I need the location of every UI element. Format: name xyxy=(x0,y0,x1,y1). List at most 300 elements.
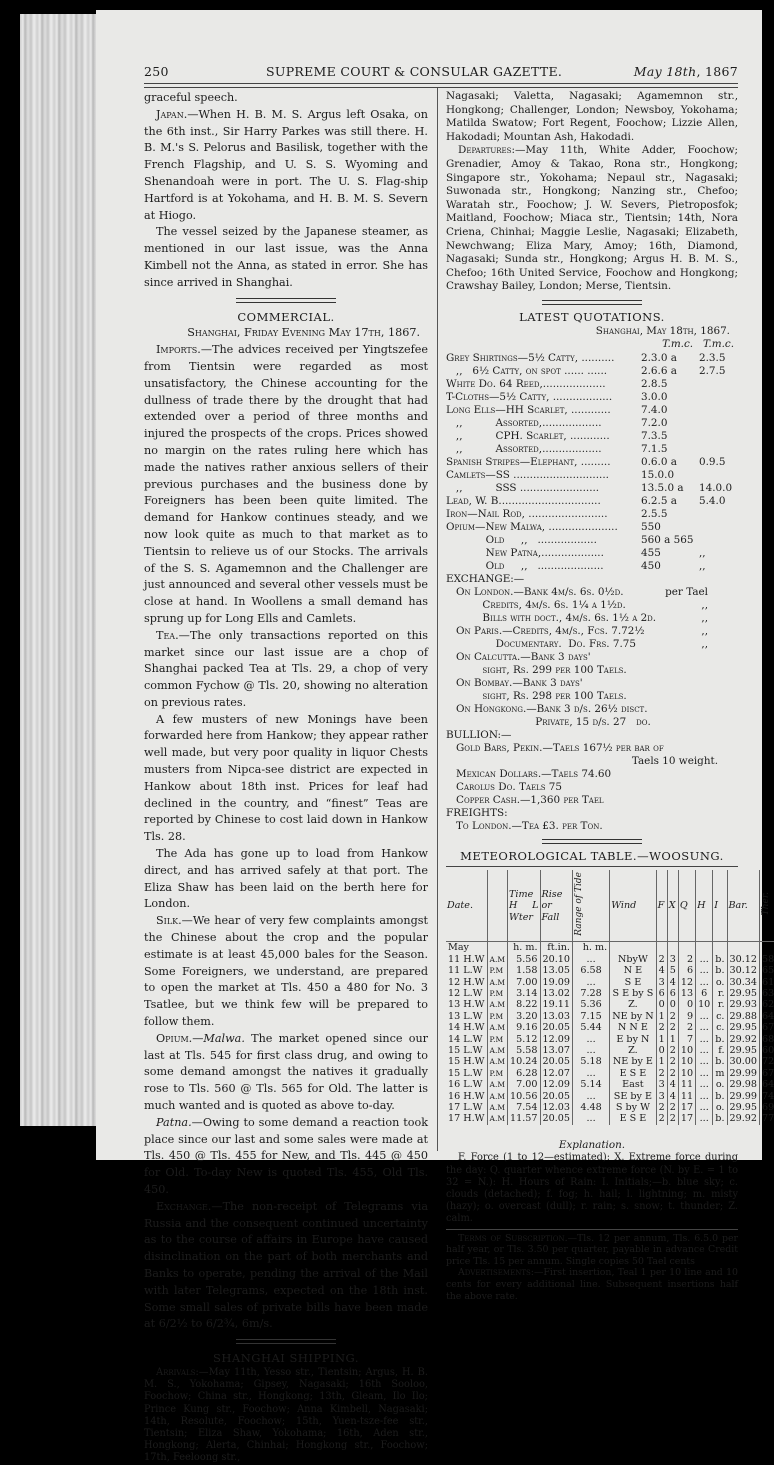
quotation-price: 455 xyxy=(641,546,661,559)
quotation-item: ,, SSS ........................ xyxy=(446,481,600,494)
met-cell-rise: 12.09 xyxy=(540,1034,572,1045)
met-cell-i: c. xyxy=(713,1011,727,1022)
met-cell-q: 9 xyxy=(678,1011,695,1022)
col-ther: Ther. xyxy=(759,870,774,942)
met-cell-date: 13 L.W xyxy=(446,1011,487,1022)
met-cell-h: ... xyxy=(696,1056,713,1067)
met-cell-x: 2 xyxy=(667,1022,678,1033)
met-cell-wind: N N E xyxy=(610,1022,656,1033)
met-cell-wind: SE by E xyxy=(610,1091,656,1102)
met-cell-h: ... xyxy=(696,977,713,988)
met-cell-i: c. xyxy=(713,1022,727,1033)
met-cell-h: 10 xyxy=(696,999,713,1010)
units-row: May h. m. ft.in. h. m. xyxy=(446,942,774,954)
quotation-item: New Patna,................... xyxy=(446,546,604,559)
met-cell-range: 5.14 xyxy=(572,1079,609,1090)
quotation-item: ,, Assorted,.................. xyxy=(446,442,602,455)
met-top-rule xyxy=(446,866,738,867)
met-cell-ther: 65 xyxy=(761,965,774,977)
exchange-line: sight, Rs. 299 per 100 Taels. xyxy=(456,663,627,676)
bullion-line: Carolus Do. Taels 75 xyxy=(456,780,563,793)
meteorological-table xyxy=(446,870,774,1125)
exchange-line: On London.—Bank 4m/s. 6s. 0½d. per Tael xyxy=(456,585,708,598)
met-cell-i: b. xyxy=(713,1056,727,1067)
met-cell-date: 12 L.W xyxy=(446,988,487,999)
met-cell-f: 2 xyxy=(656,954,667,965)
met-cell-time: 5.56 xyxy=(508,954,540,965)
quotation-item: White Do. 64 Reed,................... xyxy=(446,377,606,390)
quotation-price xyxy=(699,508,738,521)
quotation-price xyxy=(699,391,738,404)
explanation-text: F. Force (1 to 12—estimated): X. Extreme force during the day: Q. quarter whence extreme force (N. by E. = 1 to 32 = N.): H. Hours of Rain: I. Initials;—b. blue sky; c. clouds (detached); f. fog; h. hail; l. lightning; m. misty (hazy); o. overcast (dull); r. rain; s. snow; t. thunder; Z. calm. xyxy=(446,1152,738,1225)
quotation-price: 2.3.0 a xyxy=(641,351,677,364)
quotations-dateline: Shanghai, May 18th, 1867. xyxy=(595,324,730,337)
met-cell-h: ... xyxy=(696,965,713,976)
met-cell-f: 1 xyxy=(656,1034,667,1045)
commercial-dateline: Shanghai, Friday Evening May 17th, 1867. xyxy=(187,326,420,340)
met-cell-bar: 29.92 xyxy=(727,1113,759,1124)
met-cell-h: ... xyxy=(696,954,713,965)
met-cell-wind: NE by E xyxy=(610,1056,656,1067)
quotation-price: 560 a 565 xyxy=(641,533,694,546)
met-cell-wind: Z. xyxy=(610,1045,656,1056)
gazette-page xyxy=(96,10,774,1464)
met-cell-i: b. xyxy=(713,1113,727,1124)
quotation-item: Old ,, .................... xyxy=(446,559,604,572)
met-cell-x: 4 xyxy=(667,1079,678,1090)
met-cell-q: 6 xyxy=(678,965,695,976)
intro-fragment: graceful speech. xyxy=(144,91,238,104)
met-cell-q: 10 xyxy=(678,1068,695,1079)
met-cell-x: 1 xyxy=(667,1034,678,1045)
issue-date: May 18th, 1867 xyxy=(633,64,738,79)
met-row xyxy=(446,1022,774,1033)
met-cell-range: 6.58 xyxy=(572,965,609,976)
met-cell-rise: 19.09 xyxy=(540,977,572,988)
quotation-units: T.m.c. T.m.c. xyxy=(662,338,734,351)
tea-paragraph: Tea.—The only transactions reported on this market since our last issue are a chop of Shanghai packed Tea at Tls. 29, a chop of very common Fychow @ Tls. 20, showing no alteration on previous rates. xyxy=(144,628,428,709)
met-cell-rise: 20.10 xyxy=(540,954,572,965)
met-cell-f: 2 xyxy=(656,1022,667,1033)
met-row xyxy=(446,999,774,1010)
met-cell-i: b. xyxy=(713,1034,727,1045)
quotation-row xyxy=(446,495,738,508)
met-cell-x: 5 xyxy=(667,965,678,976)
met-cell-wind: S by W xyxy=(610,1102,656,1113)
met-cell-ther: 60 xyxy=(761,1045,774,1057)
met-cell-h: ... xyxy=(696,1034,713,1045)
met-cell-wind: Z. xyxy=(610,999,656,1010)
met-cell-ampm: A.M xyxy=(487,1079,507,1090)
col-bar: Bar. xyxy=(727,870,759,942)
met-cell-rise: 19.11 xyxy=(540,999,572,1010)
quotation-row xyxy=(446,508,738,521)
met-cell-range: ... xyxy=(572,1045,609,1056)
quotation-price: 2.8.5 xyxy=(641,377,668,390)
met-cell-ampm: A.M xyxy=(487,1091,507,1102)
met-cell-wind: East xyxy=(610,1079,656,1090)
met-cell-q: 0 xyxy=(678,999,695,1010)
exchange-line: Bills with doct., 4m/s. 6s. 1½ a 2d. ,, xyxy=(456,611,708,624)
met-cell-date: 12 H.W xyxy=(446,977,487,988)
quotation-row xyxy=(446,352,738,365)
met-row xyxy=(446,1091,774,1102)
met-cell-ampm: P.M xyxy=(487,965,507,976)
met-cell-f: 3 xyxy=(656,1091,667,1102)
met-cell-f: 1 xyxy=(656,1011,667,1022)
bullion-line: Gold Bars, Pekin.—Taels 167½ per bar of xyxy=(456,741,664,754)
met-cell-x: 2 xyxy=(667,1102,678,1113)
met-cell-i: f. xyxy=(713,1045,727,1056)
met-cell-wind: N E xyxy=(610,965,656,976)
met-cell-wind: NE by N xyxy=(610,1011,656,1022)
col-ampm xyxy=(487,870,507,942)
quotation-price: 7.4.0 xyxy=(641,403,668,416)
met-cell-q: 11 xyxy=(678,1079,695,1090)
met-cell-date: 17 L.W xyxy=(446,1102,487,1113)
quotation-price: 15.0.0 xyxy=(641,468,675,481)
met-cell-bar: 30.12 xyxy=(727,965,759,976)
quotation-item: Iron—Nail Rod, ........................ xyxy=(446,507,608,520)
exchange-line: Private, 15 d/s. 27 do. xyxy=(456,715,651,728)
met-cell-q: 13 xyxy=(678,988,695,999)
quotation-price: 14.0.0 xyxy=(699,481,733,494)
met-cell-q: 17 xyxy=(678,1113,695,1124)
quotation-price: 7.2.0 xyxy=(641,416,668,429)
quotation-price: 0.6.0 a xyxy=(641,455,677,468)
arrivals-continued: Nagasaki; Valetta, Nagasaki; Agamemnon str., Hongkong; Challenger, London; Newsboy, Yokohama; Matilda Swatow; Fort Regent, Foochow; Lizzie Allen, Hakodadi; Mountan Ash, Hakodadi. xyxy=(446,90,738,143)
col-f: F xyxy=(656,870,667,942)
quotation-row xyxy=(446,482,738,495)
met-cell-range: ... xyxy=(572,1113,609,1124)
quotation-item: Lead, W. B............................... xyxy=(446,494,601,507)
met-cell-i: o. xyxy=(713,1102,727,1113)
met-cell-f: 2 xyxy=(656,1068,667,1079)
met-cell-rise: 12.03 xyxy=(540,1102,572,1113)
col-i: I xyxy=(713,870,727,942)
met-cell-h: ... xyxy=(696,1102,713,1113)
exchange-line: On Bombay.—Bank 3 days' xyxy=(456,676,583,689)
imports-paragraph: Imports.—The advices received per Yingtszefee from Tientsin were regarded as most unsatisfactory, the Chinese accounting for the dullness of trade there by the drought that had extended over a period of three months and injured the prospects of the crops. Prices showed no margin on the rates ruling here which has made the natives rather anxious sellers of their previous purchases and the business done by Foreigners has been been quite limited. The demand for Hankow continues steady, and we now look quite as much to that market as to Tientsin to relieve us of our Stocks. The arrivals of the S. S. Agamemnon and the Challenger are just announced and several other vessels must be close at hand. In Woollens a small demand has sprung up for Long Ells and Camlets. xyxy=(144,343,428,625)
left-column xyxy=(144,90,428,1465)
quotation-row xyxy=(446,365,738,378)
met-row xyxy=(446,1102,774,1113)
quotation-row xyxy=(446,547,738,560)
met-cell-h: ... xyxy=(696,1022,713,1033)
exchange-line: Documentary. Do. Frs. 7.75 ,, xyxy=(456,637,708,650)
section-rule xyxy=(542,300,642,305)
japan-paragraph: Japan.—When H. B. M. S. Argus left Osaka, on the 6th inst., Sir Harry Parkes was still there. H. B. M.'s S. Pelorus and Basilisk, together with the French Flagship, and U. S. S. Wyoming and Shenandoah were in port. The U. S. Flag-ship Hartford is at Yokohama, and H. B. M. S. Severn at Hiogo. xyxy=(144,107,428,222)
met-cell-ampm: A.M xyxy=(487,1022,507,1033)
met-cell-rise: 13.07 xyxy=(540,1045,572,1056)
running-header xyxy=(144,64,738,82)
met-row xyxy=(446,1045,774,1056)
met-cell-ther: 72 xyxy=(761,1056,774,1068)
met-cell-range: 7.15 xyxy=(572,1011,609,1022)
met-cell-h: ... xyxy=(696,1045,713,1056)
quotation-price: ,, xyxy=(699,546,706,559)
met-cell-ampm: A.M xyxy=(487,977,507,988)
met-cell-range: ... xyxy=(572,977,609,988)
quotation-price xyxy=(699,469,738,482)
met-cell-h: ... xyxy=(696,1091,713,1102)
met-cell-range: 5.44 xyxy=(572,1022,609,1033)
bullion-line: Mexican Dollars.—Taels 74.60 xyxy=(456,767,612,780)
met-row xyxy=(446,1056,774,1067)
met-cell-bar: 29.92 xyxy=(727,1034,759,1045)
met-cell-h: 6 xyxy=(696,988,713,999)
met-cell-x: 2 xyxy=(667,1045,678,1056)
quotation-row xyxy=(446,378,738,391)
met-table-heading: METEOROLOGICAL TABLE.—WOOSUNG. xyxy=(460,848,724,863)
met-cell-ther: 62 xyxy=(761,999,774,1011)
met-cell-bar: 29.98 xyxy=(727,1079,759,1090)
met-cell-time: 10.24 xyxy=(508,1056,540,1067)
met-cell-q: 7 xyxy=(678,1034,695,1045)
met-cell-ther: 61 xyxy=(761,976,774,988)
bullion-line: Copper Cash.—1,360 per Tael xyxy=(456,793,604,806)
met-row xyxy=(446,1011,774,1022)
met-cell-x: 3 xyxy=(667,954,678,965)
quotation-item: ,, Assorted,.................. xyxy=(446,416,602,429)
met-cell-wind: E S E xyxy=(610,1113,656,1124)
col-x: X xyxy=(667,870,678,942)
vessel-paragraph: The vessel seized by the Japanese steamer, as mentioned in our last issue, was the Anna Kimbell not the Anna, as stated in error. She has since arrived in Shanghai. xyxy=(144,225,428,289)
met-cell-date: 11 L.W xyxy=(446,965,487,976)
tea-paragraph-2: A few musters of new Monings have been forwarded here from Hankow; they appear rather well made, but very poor quality in liquor Chests musters from Nipca-see district are expected in Hankow about 18th inst. Prices for leaf had declined in the country, and “finest” Teas are reported by Chinese to cost laid down in Hankow Tls. 28. xyxy=(144,712,428,844)
met-row xyxy=(446,1113,774,1124)
met-cell-bar: 29.93 xyxy=(727,999,759,1010)
quotation-row xyxy=(446,391,738,404)
met-cell-time: 9.16 xyxy=(508,1022,540,1033)
met-cell-q: 2 xyxy=(678,954,695,965)
quotation-row xyxy=(446,534,738,547)
met-cell-bar: 29.95 xyxy=(727,1022,759,1033)
met-cell-time: 7.00 xyxy=(508,1079,540,1090)
met-cell-date: 15 L.W xyxy=(446,1068,487,1079)
met-cell-range: ... xyxy=(572,1034,609,1045)
right-column xyxy=(446,90,774,1302)
met-cell-x: 4 xyxy=(667,977,678,988)
quotation-row xyxy=(446,430,738,443)
met-cell-range: 5.18 xyxy=(572,1056,609,1067)
met-cell-time: 3.20 xyxy=(508,1011,540,1022)
met-cell-x: 2 xyxy=(667,1068,678,1079)
met-cell-x: 0 xyxy=(667,999,678,1010)
quotation-item: ,, CPH. Scarlet, ............ xyxy=(446,429,610,442)
met-cell-time: 1.58 xyxy=(508,965,540,976)
page-number: 250 xyxy=(144,64,169,79)
met-cell-h: ... xyxy=(696,1079,713,1090)
silk-paragraph: Silk.—We hear of very few complaints amongst the Chinese about the crop and the popular estimate is at least 45,000 bales for the Season. Some Foreigners, we understand, are prepared to open the market at Tls. 450 a 480 for No. 3 Tsatlee, but we think few will be prepared to follow them. xyxy=(144,914,428,1029)
quotation-price: 7.3.5 xyxy=(641,429,668,442)
met-cell-bar: 30.12 xyxy=(727,954,759,965)
quotation-price: 7.1.5 xyxy=(641,442,668,455)
page-stack-edge xyxy=(20,14,96,1126)
met-cell-rise: 20.05 xyxy=(540,1113,572,1124)
met-cell-i: r. xyxy=(713,988,727,999)
met-cell-ther: 67 xyxy=(761,1067,774,1079)
met-cell-ther: 58 xyxy=(761,953,774,965)
met-cell-ampm: A.M xyxy=(487,1056,507,1067)
met-cell-x: 2 xyxy=(667,1056,678,1067)
met-cell-bar: 29.99 xyxy=(727,1068,759,1079)
col-q: Q xyxy=(678,870,695,942)
patna-paragraph: Patna.—Owing to some demand a reaction took place since our last and some sales were made at Tls. 450 @ Tls. 455 for New, and Tls. 445 @ 450 for Old. To-day New is quoted Tls. 455, Old Tls. 450. xyxy=(144,1115,428,1196)
met-cell-ampm: P.M xyxy=(487,1011,507,1022)
met-cell-time: 7.54 xyxy=(508,1102,540,1113)
met-cell-x: 4 xyxy=(667,1091,678,1102)
freights-heading: FREIGHTS: xyxy=(446,806,508,819)
quotation-item: Camlets—SS ............................. xyxy=(446,468,609,481)
exchange-block xyxy=(446,573,738,833)
quotation-price xyxy=(699,417,738,430)
met-cell-i: b. xyxy=(713,954,727,965)
col-rise: Rise or Fall xyxy=(540,870,572,942)
met-cell-wind: S E xyxy=(610,977,656,988)
met-cell-time: 10.56 xyxy=(508,1091,540,1102)
quotation-item: Old ,, .................. xyxy=(446,533,597,546)
met-cell-ther: 68 xyxy=(761,1033,774,1045)
met-cell-ampm: A.M xyxy=(487,1045,507,1056)
col-range: Range of Tide xyxy=(572,870,609,942)
quotation-price: 5.4.0 xyxy=(699,494,726,507)
met-cell-rise: 13.02 xyxy=(540,988,572,999)
met-cell-range: ... xyxy=(572,954,609,965)
met-cell-rise: 13.05 xyxy=(540,965,572,976)
quotations-table xyxy=(446,352,738,573)
exchange-line: sight, Rs. 298 per 100 Taels. xyxy=(456,689,627,702)
arrivals-paragraph: Arrivals:—May 11th, Yesso str., Tientsin; Argus, H. B. M. S., Yokohama; Gipsey, Nagasaki; 16th Sooloo, Foochow; China str., Hongkong; 13th, Gleam, Ilo Ilo; Prince Kung str., Foochow; Anna Kimbell, Nagasaki; 14th, Resolute, Foochow; 15th, Yuen-tsze-fee str., Tientsin; Eliza Shaw, Yokohama; 16th, Aden str., Hongkong; Alerta, Chinhai; Hongkong str., Foochow; 17th, Feeloong str., xyxy=(144,1366,428,1464)
met-cell-x: 6 xyxy=(667,988,678,999)
met-row xyxy=(446,965,774,976)
explanation-heading: Explanation. xyxy=(558,1138,626,1151)
quotation-price xyxy=(699,404,738,417)
quotation-price: 2.3.5 xyxy=(699,351,726,364)
column-divider xyxy=(437,88,438,1151)
met-cell-range: ... xyxy=(572,1068,609,1079)
met-cell-f: 2 xyxy=(656,1102,667,1113)
met-cell-wind: NbyW xyxy=(610,954,656,965)
met-cell-f: 3 xyxy=(656,1079,667,1090)
section-rule xyxy=(236,298,336,303)
met-cell-ther: 63 xyxy=(761,988,774,999)
met-cell-bar: 29.88 xyxy=(727,1011,759,1022)
quotation-item: Opium—New Malwa, ..................... xyxy=(446,520,618,533)
met-cell-f: 6 xyxy=(656,988,667,999)
met-cell-ampm: A.M xyxy=(487,999,507,1010)
met-cell-range: 4.48 xyxy=(572,1102,609,1113)
met-cell-ther: 64 xyxy=(761,1079,774,1091)
met-cell-x: 2 xyxy=(667,1113,678,1124)
met-cell-ampm: P.M xyxy=(487,1068,507,1079)
met-cell-q: 12 xyxy=(678,977,695,988)
met-cell-ther: 74 xyxy=(761,1090,774,1102)
exchange-line: Credits, 4m/s. 6s. 1¼ a 1½d. ,, xyxy=(456,598,708,611)
section-rule xyxy=(542,839,642,844)
met-cell-q: 2 xyxy=(678,1022,695,1033)
quotation-row xyxy=(446,404,738,417)
met-cell-q: 10 xyxy=(678,1056,695,1067)
met-cell-date: 15 L.W xyxy=(446,1045,487,1056)
quotation-price: 3.0.0 xyxy=(641,390,668,403)
met-row xyxy=(446,1068,774,1079)
quotation-price xyxy=(699,430,738,443)
quotation-item: Spanish Stripes—Elephant, ......... xyxy=(446,455,611,468)
section-rule xyxy=(236,1339,336,1344)
quotation-row xyxy=(446,456,738,469)
met-cell-time: 6.28 xyxy=(508,1068,540,1079)
met-cell-wind: S E by S xyxy=(610,988,656,999)
header-rule xyxy=(144,83,738,88)
quotation-row xyxy=(446,443,738,456)
met-cell-ther: 69 xyxy=(761,1102,774,1114)
met-cell-h: ... xyxy=(696,1011,713,1022)
footer-rule xyxy=(446,1229,738,1230)
quotation-item: Grey Shirtings—5½ Catty, .......... xyxy=(446,351,615,364)
met-cell-date: 14 L.W xyxy=(446,1034,487,1045)
met-cell-rise: 20.05 xyxy=(540,1091,572,1102)
quotation-item: T-Cloths—5½ Catty, .................. xyxy=(446,390,613,403)
met-cell-f: 2 xyxy=(656,1113,667,1124)
met-cell-bar: 29.99 xyxy=(727,1091,759,1102)
met-cell-f: 1 xyxy=(656,1056,667,1067)
publication-title: SUPREME COURT & CONSULAR GAZETTE. xyxy=(266,64,563,79)
quotation-item: Long Ells—HH Scarlet, ............ xyxy=(446,403,611,416)
met-cell-ampm: A.M xyxy=(487,1102,507,1113)
met-cell-time: 5.12 xyxy=(508,1034,540,1045)
met-cell-i: o. xyxy=(713,1079,727,1090)
met-cell-rise: 12.09 xyxy=(540,1079,572,1090)
met-cell-f: 4 xyxy=(656,965,667,976)
exchange-heading: EXCHANGE:— xyxy=(446,572,525,585)
met-row xyxy=(446,1034,774,1045)
met-cell-i: r. xyxy=(713,999,727,1010)
met-cell-h: ... xyxy=(696,1113,713,1124)
quotation-price: 2.6.6 a xyxy=(641,364,677,377)
met-cell-range: 5.36 xyxy=(572,999,609,1010)
quotation-price: 0.9.5 xyxy=(699,455,726,468)
quotation-price: ,, xyxy=(699,559,706,572)
advertisement-terms: Advertisements:—First insertion, Teal 1 per 10 line and 10 cents for every additional line. Subsequent insertions half the above rate. xyxy=(446,1267,738,1302)
met-cell-range: 7.28 xyxy=(572,988,609,999)
met-cell-ampm: A.M xyxy=(487,1113,507,1124)
quotation-row xyxy=(446,417,738,430)
met-cell-range: ... xyxy=(572,1091,609,1102)
met-cell-i: o. xyxy=(713,977,727,988)
met-cell-rise: 12.07 xyxy=(540,1068,572,1079)
met-cell-rise: 20.05 xyxy=(540,1022,572,1033)
subscription-terms: Terms of Subscription.—Tls. 12 per annum, Tls. 6.5.0 per half year, or Tls. 3.50 per quarter, payable in advance Credit price Tls. 15 per annum. Single copies 50 Tael cents xyxy=(446,1232,738,1267)
met-cell-date: 14 H.W xyxy=(446,1022,487,1033)
exchange-line: On Paris.—Credits, 4m/s., Fcs. 7.72½ ,, xyxy=(456,624,708,637)
quotations-heading: LATEST QUOTATIONS. xyxy=(519,309,665,324)
met-cell-bar: 29.95 xyxy=(727,1102,759,1113)
met-cell-h: ... xyxy=(696,1068,713,1079)
met-row xyxy=(446,954,774,965)
freights-line: To London.—Tea £3. per Ton. xyxy=(456,819,603,832)
tea-paragraph-3: The Ada has gone up to load from Hankow direct, and has arrived safely at that port. The Eliza Shaw has been laid on the berth here for London. xyxy=(144,847,428,911)
shipping-heading: SHANGHAI SHIPPING. xyxy=(213,1351,359,1366)
met-cell-time: 11.57 xyxy=(508,1113,540,1124)
met-cell-date: 17 H.W xyxy=(446,1113,487,1124)
quotation-price: 450 xyxy=(641,559,661,572)
met-cell-time: 7.00 xyxy=(508,977,540,988)
met-cell-rise: 20.05 xyxy=(540,1056,572,1067)
met-cell-rise: 13.03 xyxy=(540,1011,572,1022)
quotation-price xyxy=(699,378,738,391)
quotation-price xyxy=(699,521,738,534)
